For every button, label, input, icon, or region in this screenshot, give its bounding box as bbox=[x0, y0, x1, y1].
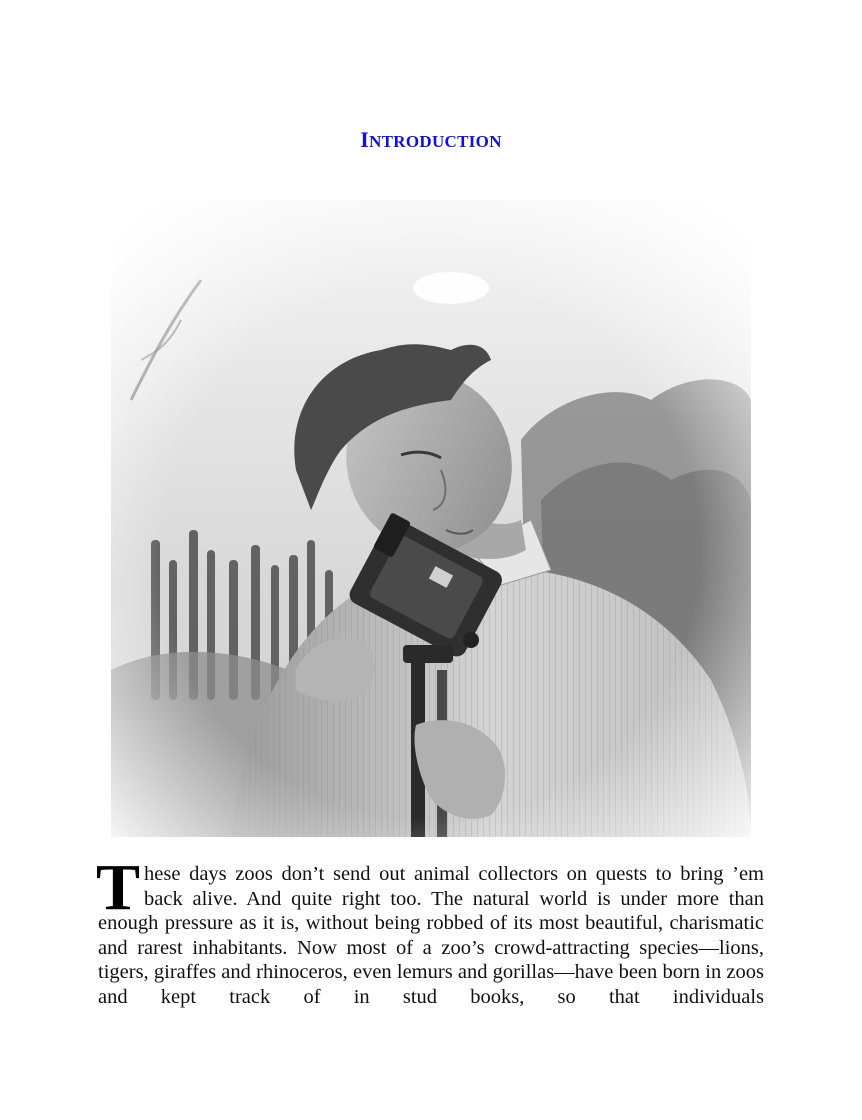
chapter-photo bbox=[111, 200, 751, 837]
body-text bbox=[96, 851, 764, 1010]
chapter-title-initial: I bbox=[360, 127, 370, 152]
body-paragraph: hese days zoos don’t send out animal collectors on quests to bring ’em back alive. And quite right too. The natural world is under more than enough pressure as it is, without being robbed of its most beautiful, charismatic and rarest inhabitants. Now most of a zoo’s crowd-attracting species—lions, tigers, giraffes and rhinoceros, even lemurs and gorillas—have been born in zoos and kept track of in stud books, so that individuals bbox=[98, 863, 764, 1008]
chapter-title-rest: NTRODUCTION bbox=[369, 132, 502, 151]
photo-illustration bbox=[111, 200, 751, 837]
chapter-title bbox=[0, 126, 862, 156]
drop-cap: T bbox=[96, 851, 141, 924]
